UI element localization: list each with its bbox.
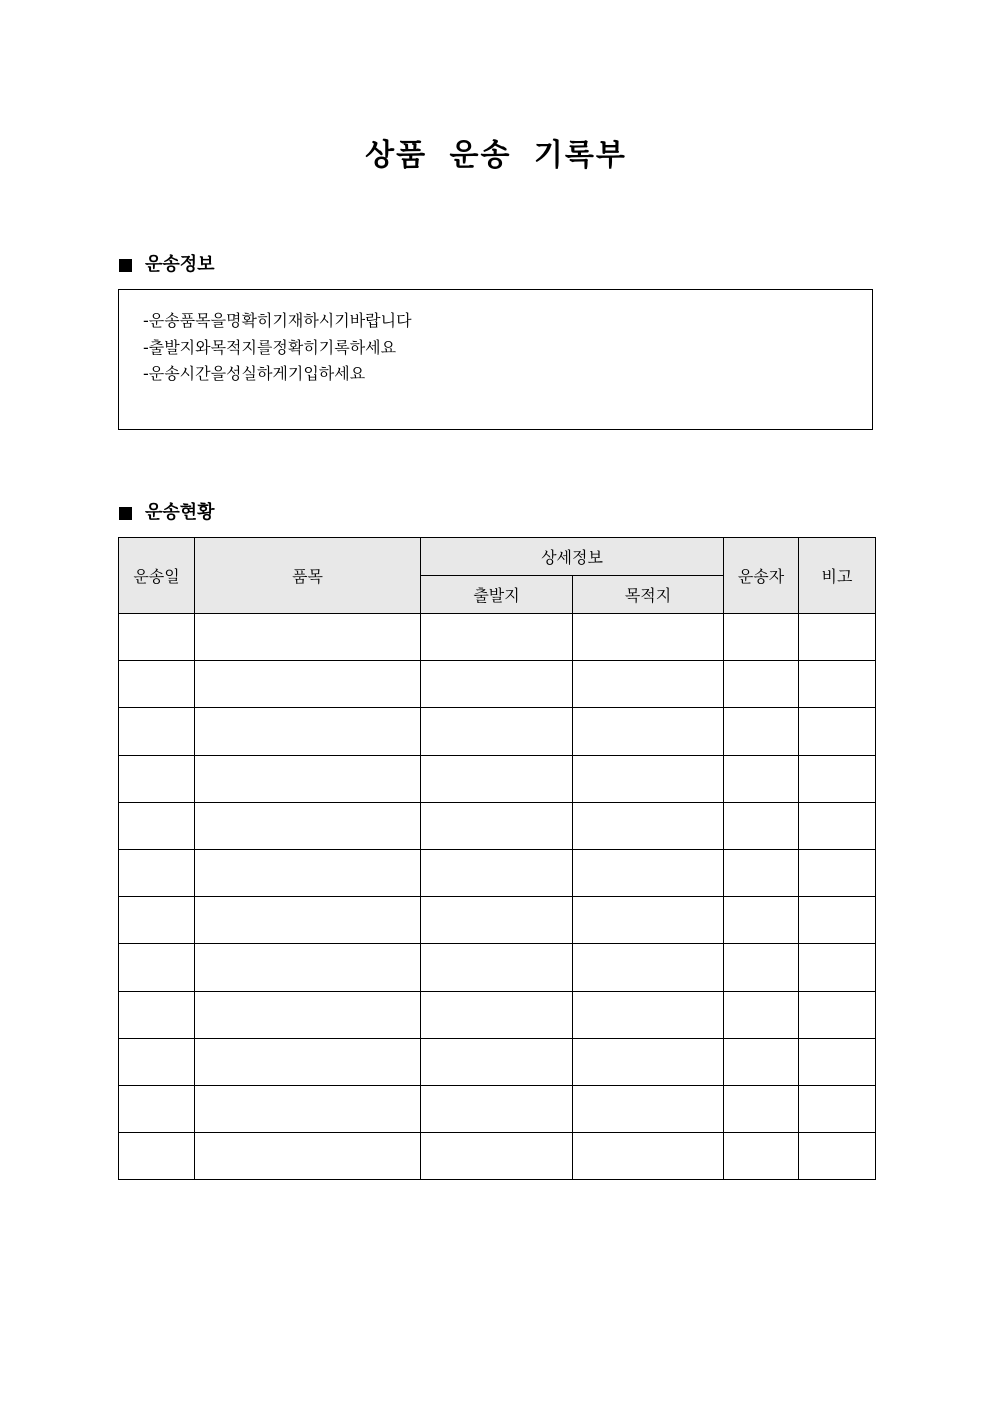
cell-item — [195, 802, 421, 849]
header-item: 품목 — [195, 538, 421, 614]
header-note: 비고 — [799, 538, 876, 614]
cell-origin — [421, 755, 573, 802]
cell-destination — [573, 802, 724, 849]
cell-destination — [573, 1133, 724, 1180]
cell-note — [799, 802, 876, 849]
cell-note — [799, 755, 876, 802]
cell-note — [799, 849, 876, 896]
cell-carrier — [724, 1038, 799, 1085]
cell-destination — [573, 849, 724, 896]
table-row — [119, 614, 876, 661]
cell-date — [119, 897, 195, 944]
transport-status-table — [118, 537, 876, 1180]
cell-origin — [421, 1133, 573, 1180]
cell-carrier — [724, 708, 799, 755]
table-row — [119, 1085, 876, 1132]
cell-date — [119, 1133, 195, 1180]
cell-date — [119, 661, 195, 708]
cell-item — [195, 1085, 421, 1132]
header-date: 운송일 — [119, 538, 195, 614]
table-row — [119, 1038, 876, 1085]
cell-note — [799, 1038, 876, 1085]
cell-origin — [421, 708, 573, 755]
cell-origin — [421, 991, 573, 1038]
cell-item — [195, 1038, 421, 1085]
cell-origin — [421, 661, 573, 708]
cell-destination — [573, 897, 724, 944]
table-row — [119, 1133, 876, 1180]
cell-destination — [573, 614, 724, 661]
cell-date — [119, 849, 195, 896]
cell-carrier — [724, 614, 799, 661]
table-row — [119, 708, 876, 755]
cell-carrier — [724, 849, 799, 896]
cell-carrier — [724, 802, 799, 849]
cell-origin — [421, 849, 573, 896]
cell-note — [799, 708, 876, 755]
cell-date — [119, 1085, 195, 1132]
cell-carrier — [724, 1133, 799, 1180]
cell-origin — [421, 897, 573, 944]
cell-note — [799, 991, 876, 1038]
cell-date — [119, 708, 195, 755]
section-heading-info-label: 운송정보 — [145, 254, 215, 275]
table-row — [119, 661, 876, 708]
info-line: -출발지와목적지를정확히기록하세요 — [143, 337, 397, 357]
cell-origin — [421, 1085, 573, 1132]
cell-date — [119, 755, 195, 802]
cell-note — [799, 944, 876, 991]
cell-item — [195, 897, 421, 944]
cell-item — [195, 614, 421, 661]
cell-note — [799, 1133, 876, 1180]
cell-carrier — [724, 991, 799, 1038]
cell-date — [119, 1038, 195, 1085]
table-row — [119, 944, 876, 991]
cell-note — [799, 897, 876, 944]
table-row — [119, 849, 876, 896]
cell-carrier — [724, 944, 799, 991]
cell-note — [799, 614, 876, 661]
cell-note — [799, 661, 876, 708]
cell-destination — [573, 708, 724, 755]
table-row — [119, 755, 876, 802]
table-row — [119, 897, 876, 944]
section-heading-status — [119, 501, 215, 525]
document-title: 상품 운송 기록부 — [365, 138, 627, 173]
cell-date — [119, 802, 195, 849]
cell-carrier — [724, 1085, 799, 1132]
square-bullet-icon — [119, 259, 132, 272]
cell-destination — [573, 991, 724, 1038]
cell-destination — [573, 944, 724, 991]
cell-item — [195, 755, 421, 802]
cell-destination — [573, 1038, 724, 1085]
cell-origin — [421, 614, 573, 661]
table-header-row — [119, 538, 876, 576]
cell-destination — [573, 1085, 724, 1132]
cell-carrier — [724, 661, 799, 708]
cell-origin — [421, 1038, 573, 1085]
cell-destination — [573, 661, 724, 708]
info-box — [118, 289, 873, 430]
table-row — [119, 802, 876, 849]
section-heading-info — [119, 253, 215, 277]
cell-item — [195, 708, 421, 755]
cell-item — [195, 991, 421, 1038]
cell-item — [195, 849, 421, 896]
info-line: -운송시간을성실하게기입하세요 — [143, 364, 366, 383]
header-destination: 목적지 — [573, 576, 724, 614]
cell-destination — [573, 755, 724, 802]
square-bullet-icon — [119, 507, 132, 520]
cell-origin — [421, 802, 573, 849]
section-heading-status-label: 운송현황 — [145, 502, 215, 523]
info-line: -운송품목을명확히기재하시기바랍니다 — [143, 311, 412, 330]
cell-item — [195, 944, 421, 991]
cell-carrier — [724, 755, 799, 802]
header-origin: 출발지 — [421, 576, 573, 614]
cell-origin — [421, 944, 573, 991]
cell-item — [195, 661, 421, 708]
header-detail: 상세정보 — [421, 538, 724, 576]
cell-date — [119, 991, 195, 1038]
table-row — [119, 991, 876, 1038]
cell-date — [119, 614, 195, 661]
table-body — [119, 614, 876, 1180]
cell-date — [119, 944, 195, 991]
header-carrier: 운송자 — [724, 538, 799, 614]
cell-note — [799, 1085, 876, 1132]
cell-item — [195, 1133, 421, 1180]
cell-carrier — [724, 897, 799, 944]
